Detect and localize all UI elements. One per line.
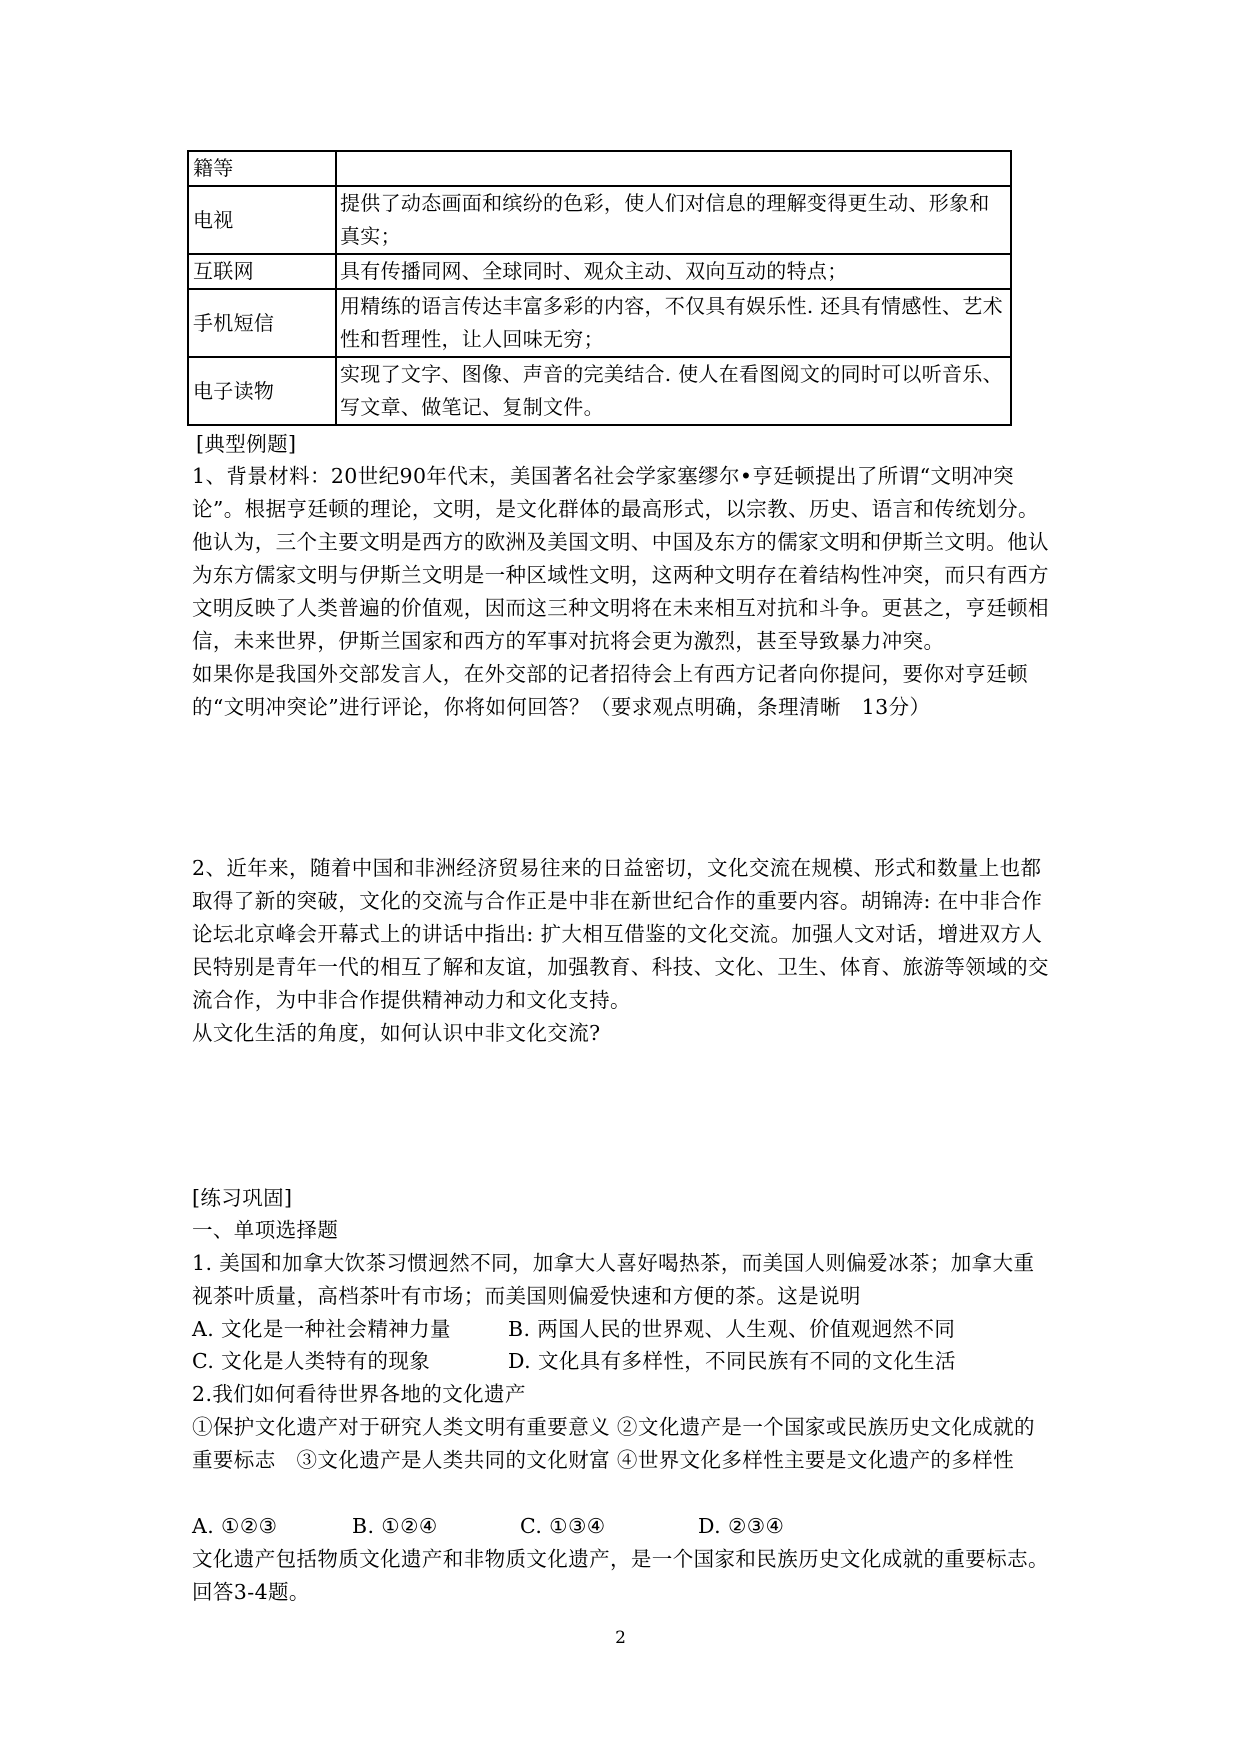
mc-question-2-statements-text: ①保护文化遗产对于研究人类文明有重要意义 ②文化遗产是一个国家或民族历史文化成就的重要标志 ③文化遗产是人类共同的文化财富 ④世界文化多样性主要是文化遗产的多样性	[192, 1415, 1035, 1472]
mc-question-3-intro-text: 文化遗产包括物质文化遗产和非物质文化遗产，是一个国家和民族历史文化成就的重要标志。回答3-4题。	[192, 1547, 1049, 1604]
question-1-prompt: 如果你是我国外交部发言人，在外交部的记者招待会上有西方记者向你提问，要你对亨廷顿的“文明冲突论”进行评论，你将如何回答？（要求观点明确，条理清晰 13分）	[192, 662, 1028, 719]
media-name-cell: 手机短信	[188, 289, 336, 357]
media-name-cell: 籍等	[188, 151, 336, 186]
question-2-prompt: 从文化生活的角度，如何认识中非文化交流?	[192, 1021, 601, 1045]
media-desc-cell	[336, 151, 1011, 186]
table-row	[188, 186, 1011, 254]
mc-question-2-option-b: B. ①②④	[352, 1514, 438, 1538]
mc-question-2-option-d: D. ②③④	[698, 1514, 785, 1538]
mc-question-1-option-c: C. 文化是人类特有的现象	[192, 1349, 431, 1373]
table-row	[188, 357, 1011, 425]
media-desc-cell: 具有传播同网、全球同时、观众主动、双向互动的特点；	[336, 254, 1011, 289]
mc-question-1-option-b: B. 两国人民的世界观、人生观、价值观迥然不同	[508, 1317, 956, 1341]
mc-question-2-stem: 2.我们如何看待世界各地的文化遗产	[192, 1382, 526, 1406]
section-heading-practice: [练习巩固]	[192, 1186, 293, 1210]
mc-question-1-option-a: A. 文化是一种社会精神力量	[192, 1317, 451, 1341]
media-desc-cell: 提供了动态画面和缤纷的色彩，使人们对信息的理解变得更生动、形象和真实；	[336, 186, 1011, 254]
mc-question-3-intro	[192, 1543, 1054, 1609]
question-1	[192, 460, 1054, 724]
section-heading-examples: [典型例题]	[196, 432, 297, 456]
mc-question-1-option-d: D. 文化具有多样性，不同民族有不同的文化生活	[508, 1349, 956, 1373]
table-row	[188, 289, 1011, 357]
table-row	[188, 151, 1011, 186]
section-heading-single-choice: 一、单项选择题	[192, 1218, 339, 1242]
mc-question-2-option-a: A. ①②③	[192, 1514, 278, 1538]
media-features-table	[187, 150, 1012, 426]
question-2	[192, 852, 1054, 1050]
mc-question-1-stem: 1. 美国和加拿大饮茶习惯迥然不同，加拿大人喜好喝热茶，而美国人则偏爱冰茶；加拿大重视茶叶质量，高档茶叶有市场；而美国则偏爱快速和方便的茶。这是说明	[192, 1251, 1035, 1308]
media-name-cell: 互联网	[188, 254, 336, 289]
media-desc-cell: 实现了文字、图像、声音的完美结合. 使人在看图阅文的同时可以听音乐、写文章、做笔记、复制文件。	[336, 357, 1011, 425]
mc-question-2-statements	[192, 1411, 1054, 1477]
table-row	[188, 254, 1011, 289]
mc-question-1	[192, 1247, 1054, 1313]
question-1-material: 1、背景材料：20世纪90年代末，美国著名社会学家塞缪尔•亨廷顿提出了所谓“文明冲突论”。根据亨廷顿的理论，文明，是文化群体的最高形式，以宗教、历史、语言和传统划分。他认为，三个主要文明是西方的欧洲及美国文明、中国及东方的儒家文明和伊斯兰文明。他认为东方儒家文明与伊斯兰文明是一种区域性文明，这两种文明存在着结构性冲突，而只有西方文明反映了人类普遍的价值观，因而这三种文明将在未来相互对抗和斗争。更甚之，亨廷顿相信，未来世界，伊斯兰国家和西方的军事对抗将会更为激烈，甚至导致暴力冲突。	[192, 464, 1049, 653]
media-name-cell: 电视	[188, 186, 336, 254]
mc-question-2-option-c: C. ①③④	[520, 1514, 606, 1538]
media-name-cell: 电子读物	[188, 357, 336, 425]
question-2-material: 2、近年来，随着中国和非洲经济贸易往来的日益密切，文化交流在规模、形式和数量上也都取得了新的突破，文化的交流与合作正是中非在新世纪合作的重要内容。胡锦涛: 在中非合作论坛北京峰会开幕式上的讲话中指出: 扩大相互借鉴的文化交流。加强人文对话，增进双方人民特别是青年一代的相互了解和友谊，加强教育、科技、文化、卫生、体育、旅游等领域的交流合作，为中非合作提供精神动力和文化支持。	[192, 856, 1049, 1012]
page-number: 2	[615, 1628, 626, 1648]
media-desc-cell: 用精练的语言传达丰富多彩的内容，不仅具有娱乐性. 还具有情感性、艺术性和哲理性，让人回味无穷；	[336, 289, 1011, 357]
